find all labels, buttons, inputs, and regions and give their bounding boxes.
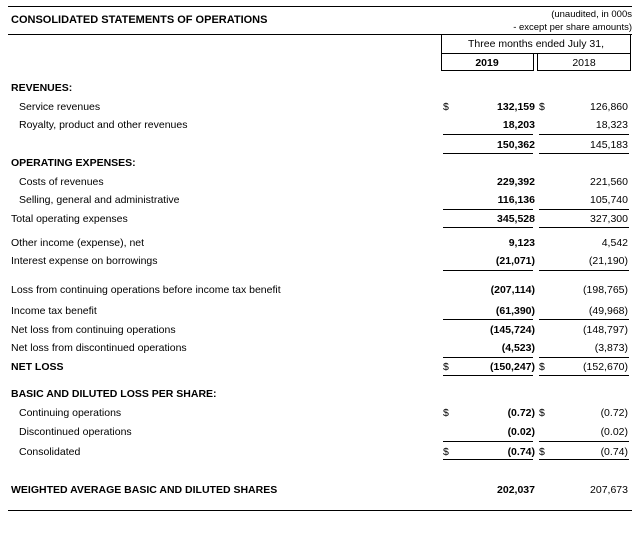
subtotal-rule	[443, 319, 533, 320]
units-note-line2: - except per share amounts)	[513, 22, 632, 33]
row-label: Continuing operations	[19, 407, 122, 419]
total-rule	[443, 227, 533, 228]
value-2019: 229,392	[497, 176, 535, 188]
subtotal-rule	[443, 357, 533, 358]
currency-symbol: $	[539, 361, 545, 373]
value-2019: (21,071)	[495, 255, 535, 267]
value-2018: 126,860	[590, 101, 628, 113]
subtotal-rule	[539, 134, 629, 135]
value-2019: (207,114)	[490, 284, 535, 296]
value-2019: (61,390)	[495, 305, 535, 317]
revenues-total-2019: 150,362	[497, 139, 535, 151]
value-2019: (0.02)	[507, 426, 535, 438]
column-header-2018: 2018	[572, 57, 596, 69]
value-2018: 4,542	[601, 237, 628, 249]
row-label: Other income (expense), net	[11, 237, 145, 249]
row-label: Income tax benefit	[11, 305, 97, 317]
subtotal-rule	[539, 209, 629, 210]
value-2018: (0.72)	[600, 407, 628, 419]
value-2019: 345,528	[497, 213, 535, 225]
total-rule	[539, 459, 629, 460]
subtotal-rule	[443, 134, 533, 135]
value-2018: 18,323	[595, 119, 628, 131]
currency-symbol: $	[443, 446, 449, 458]
total-rule	[539, 227, 629, 228]
row-label: Discontinued operations	[19, 426, 132, 438]
value-2019: (4,523)	[501, 342, 535, 354]
value-2018: (3,873)	[594, 342, 628, 354]
value-2019: (0.74)	[507, 446, 535, 458]
value-2018: (0.74)	[600, 446, 628, 458]
row-label: Selling, general and administrative	[19, 194, 180, 206]
total-rule	[443, 375, 533, 376]
statement-title: CONSOLIDATED STATEMENTS OF OPERATIONS	[11, 14, 268, 26]
currency-symbol: $	[443, 101, 449, 113]
row-label: Total operating expenses	[11, 213, 128, 225]
value-2019: (0.72)	[507, 407, 535, 419]
header-mid-rule	[441, 53, 631, 54]
subtotal-rule	[539, 270, 629, 271]
value-2019: (145,724)	[490, 324, 535, 336]
value-2018: 105,740	[590, 194, 628, 206]
header-bottom-rule-2018	[537, 70, 631, 71]
row-label: Royalty, product and other revenues	[19, 119, 188, 131]
subtotal-rule	[443, 441, 533, 442]
subtotal-rule	[539, 441, 629, 442]
weighted-shares-2018: 207,673	[590, 484, 628, 496]
currency-symbol: $	[443, 361, 449, 373]
currency-symbol: $	[539, 101, 545, 113]
value-2018: (0.02)	[600, 426, 628, 438]
header-bottom-rule-2019	[441, 70, 534, 71]
period-header: Three months ended July 31,	[468, 38, 604, 50]
value-2019: 116,136	[497, 194, 535, 206]
section-heading-operating-expenses: OPERATING EXPENSES:	[11, 157, 136, 169]
value-2018: (198,765)	[583, 284, 628, 296]
total-rule	[539, 153, 629, 154]
section-heading-per-share: BASIC AND DILUTED LOSS PER SHARE:	[11, 388, 217, 400]
value-2019: 18,203	[502, 119, 535, 131]
value-2019: 132,159	[497, 101, 535, 113]
currency-symbol: $	[539, 446, 545, 458]
total-rule	[443, 153, 533, 154]
subtotal-rule	[443, 209, 533, 210]
header-col-divider-left	[533, 53, 534, 71]
subtotal-rule	[539, 319, 629, 320]
total-rule	[443, 459, 533, 460]
row-label: Net loss from discontinued operations	[11, 342, 187, 354]
net-loss-2018: (152,670)	[583, 361, 628, 373]
bottom-rule	[8, 510, 632, 511]
column-header-2019: 2019	[475, 57, 499, 69]
weighted-shares-label: WEIGHTED AVERAGE BASIC AND DILUTED SHARES	[11, 484, 278, 496]
revenues-total-2018: 145,183	[590, 139, 628, 151]
row-label: Loss from continuing operations before income tax benefit	[11, 284, 281, 296]
row-label: Service revenues	[19, 101, 101, 113]
title-rule	[8, 34, 632, 35]
net-loss-label: NET LOSS	[11, 361, 64, 373]
currency-symbol: $	[539, 407, 545, 419]
row-label: Costs of revenues	[19, 176, 104, 188]
total-rule	[539, 375, 629, 376]
value-2018: 221,560	[590, 176, 628, 188]
value-2018: (21,190)	[588, 255, 628, 267]
subtotal-rule	[443, 270, 533, 271]
units-note-line1: (unaudited, in 000s	[551, 9, 632, 20]
row-label: Consolidated	[19, 446, 81, 458]
value-2019: 9,123	[508, 237, 535, 249]
currency-symbol: $	[443, 407, 449, 419]
subtotal-rule	[539, 357, 629, 358]
value-2018: (49,968)	[588, 305, 628, 317]
value-2018: 327,300	[590, 213, 628, 225]
weighted-shares-2019: 202,037	[497, 484, 535, 496]
net-loss-2019: (150,247)	[490, 361, 535, 373]
value-2018: (148,797)	[583, 324, 628, 336]
row-label: Interest expense on borrowings	[11, 255, 158, 267]
section-heading-revenues: REVENUES:	[11, 82, 73, 94]
row-label: Net loss from continuing operations	[11, 324, 176, 336]
top-rule	[8, 6, 632, 7]
